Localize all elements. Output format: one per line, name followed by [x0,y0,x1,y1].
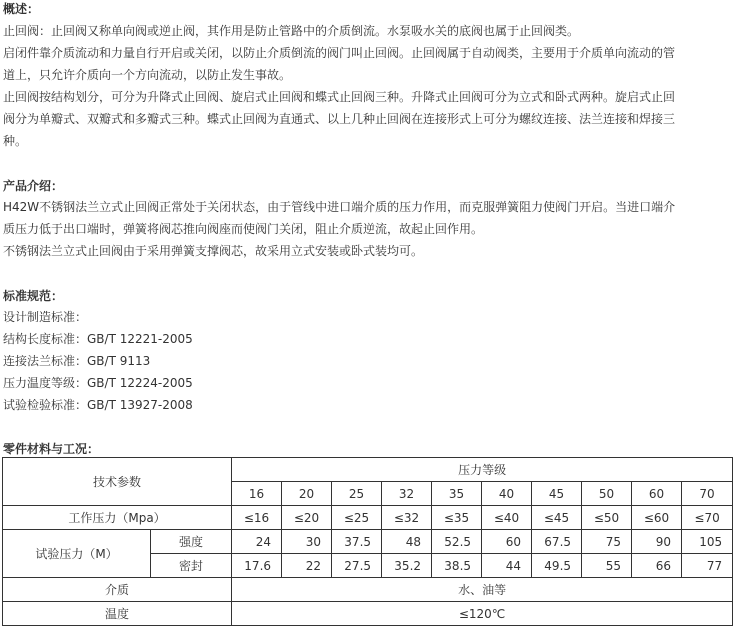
working-pressure-cell: ≤20 [282,506,332,530]
materials-table [2,457,733,626]
product-heading: 产品介绍： [3,179,64,193]
overview-line: 止回阀：止回阀又称单向阀或逆止阀，其作用是防止管路中的介质倒流。水泵吸水关的底阀也属于止回阀类。 [3,24,580,38]
strength-cell: 67.5 [532,530,582,554]
standards-heading: 标准规范： [3,289,64,303]
strength-cell: 90 [632,530,682,554]
seal-cell: 77 [682,554,733,578]
seal-cell: 22 [282,554,332,578]
working-pressure-cell: ≤50 [582,506,632,530]
temperature-row [3,602,733,626]
working-pressure-cell: ≤40 [482,506,532,530]
pressure-class-cell: 70 [682,482,733,506]
temperature-label: 温度 [3,602,232,626]
working-pressure-cell: ≤32 [382,506,432,530]
working-pressure-cell: ≤25 [332,506,382,530]
pressure-class-cell: 25 [332,482,382,506]
seal-cell: 17.6 [232,554,282,578]
strength-cell: 60 [482,530,532,554]
working-pressure-cell: ≤60 [632,506,682,530]
strength-row [3,530,733,554]
working-pressure-label: 工作压力（Mpa） [3,506,232,530]
medium-value: 水、油等 [232,578,733,602]
strength-cell: 105 [682,530,733,554]
working-pressure-cell: ≤45 [532,506,582,530]
strength-label: 强度 [151,530,232,554]
strength-cell: 24 [232,530,282,554]
seal-cell: 49.5 [532,554,582,578]
overview-line: 止回阀按结构划分，可分为升降式止回阀、旋启式止回阀和蝶式止回阀三种。升降式止回阀可分为立式和卧式两种。旋启式止回 [3,90,676,104]
seal-cell: 38.5 [432,554,482,578]
temperature-value: ≤120℃ [232,602,733,626]
pressure-class-cell: 45 [532,482,582,506]
seal-cell: 27.5 [332,554,382,578]
product-line: 不锈钢法兰立式止回阀由于采用弹簧支撑阀芯，故采用立式安装或卧式装均可。 [3,244,424,258]
seal-cell: 35.2 [382,554,432,578]
pressure-class-cell: 35 [432,482,482,506]
working-pressure-row [3,506,733,530]
seal-label: 密封 [151,554,232,578]
pressure-class-cell: 60 [632,482,682,506]
medium-label: 介质 [3,578,232,602]
pressure-class-cell: 20 [282,482,332,506]
strength-cell: 37.5 [332,530,382,554]
pressure-class-cell: 16 [232,482,282,506]
test-pressure-label: 试验压力（M） [3,530,151,578]
pressure-class-cell: 40 [482,482,532,506]
product-line: 质压力低于出口端时，弹簧将阀芯推向阀座而使阀门关闭，阻止介质逆流，故起止回作用。 [3,222,484,236]
seal-cell: 66 [632,554,682,578]
overview-line: 道上，只允许介质向一个方向流动，以防止发生事故。 [3,68,292,82]
param-header-cell: 技术参数 [3,458,232,506]
standards-line: 设计制造标准： [3,310,88,324]
overview-line: 阀分为单瓣式、双瓣式和多瓣式三种。蝶式止回阀为直通式、以上几种止回阀在连接形式上可分为螺纹连接、法兰连接和焊接三 [3,112,676,126]
materials-heading: 零件材料与工况： [3,442,100,456]
overview-heading: 概述： [3,2,40,16]
pressure-header-cell: 压力等级 [232,458,733,482]
overview-line: 启闭件靠介质流动和力量自行开启或关闭，以防止介质倒流的阀门叫止回阀。止回阀属于自动阀类，主要用于介质单向流动的管 [3,46,676,60]
pressure-class-cell: 32 [382,482,432,506]
working-pressure-cell: ≤16 [232,506,282,530]
working-pressure-cell: ≤35 [432,506,482,530]
strength-cell: 48 [382,530,432,554]
standards-line: 连接法兰标准：GB/T 9113 [3,354,151,368]
pressure-class-cell: 50 [582,482,632,506]
strength-cell: 30 [282,530,332,554]
table-header-row [3,458,733,482]
product-line: H42W不锈钢法兰立式止回阀正常处于关闭状态，由于管线中进口端介质的压力作用，而克服弹簧阻力使阀门开启。当进口端介 [3,200,676,214]
seal-cell: 44 [482,554,532,578]
medium-row [3,578,733,602]
working-pressure-cell: ≤70 [682,506,733,530]
strength-cell: 52.5 [432,530,482,554]
standards-line: 试验检验标准：GB/T 13927-2008 [3,398,193,412]
overview-line: 种。 [3,134,28,148]
strength-cell: 75 [582,530,632,554]
seal-cell: 55 [582,554,632,578]
standards-line: 压力温度等级：GB/T 12224-2005 [3,376,193,390]
standards-line: 结构长度标准：GB/T 12221-2005 [3,332,193,346]
